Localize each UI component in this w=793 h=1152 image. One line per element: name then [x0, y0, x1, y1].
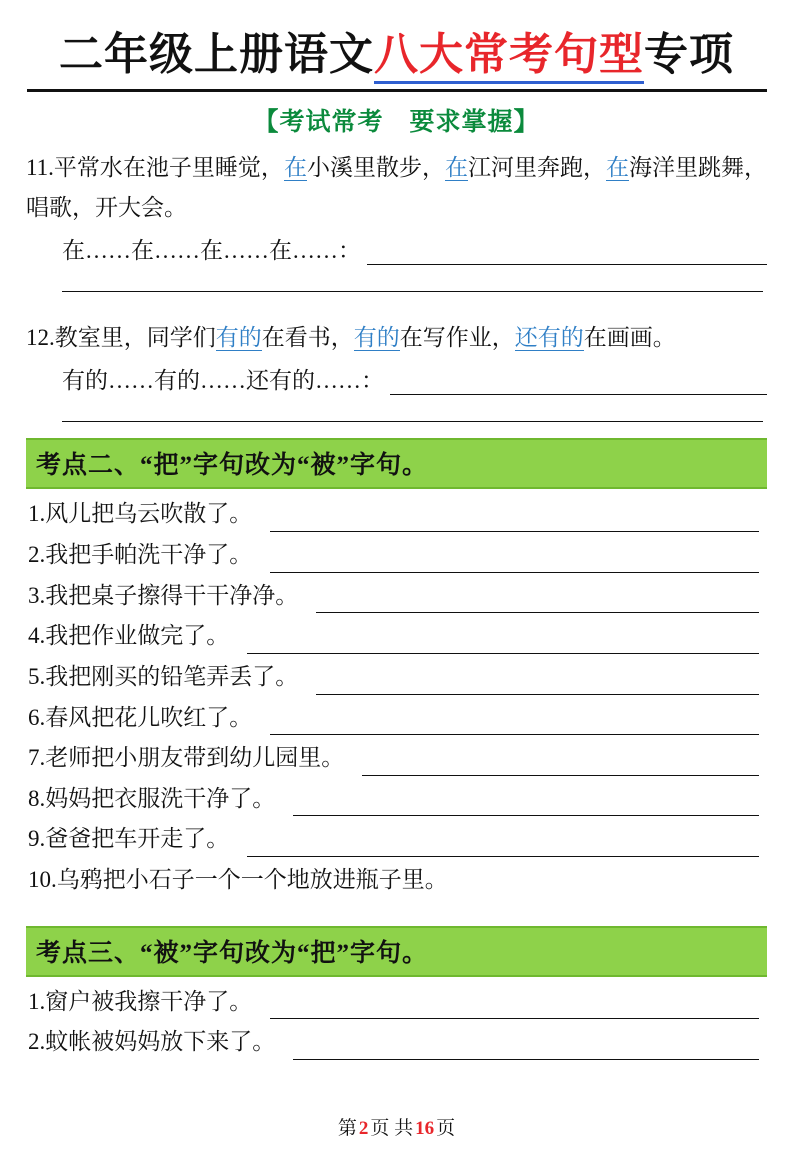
question-12-pattern: 有的……有的……还有的……： [62, 368, 384, 394]
exercise-text: 7.老师把小朋友带到幼儿园里。 [28, 745, 345, 771]
answer-blank[interactable] [316, 594, 759, 613]
q11-seg-3: 海洋里跳舞，唱歌，开大会。 [26, 154, 768, 220]
title-highlight: 八大常考句型 [374, 30, 644, 84]
question-11 [26, 148, 767, 293]
list-item [26, 615, 767, 656]
exercise-text: 2.我把手帕洗干净了。 [28, 541, 253, 567]
answer-blank[interactable] [247, 838, 759, 857]
answer-blank[interactable] [270, 554, 759, 573]
title-part1: 二年级上册语文 [59, 30, 374, 79]
page-footer [0, 1113, 793, 1140]
list-item [26, 493, 767, 534]
section-header-2: 考点二、“把”字句改为“被”字句。 [26, 438, 767, 489]
q12-seg-1: 在看书， [261, 325, 354, 351]
list-item [26, 818, 767, 859]
q12-keyword-2: 有的 [353, 325, 400, 351]
title-part2: 专项 [644, 30, 734, 79]
q12-seg-2: 在写作业， [399, 325, 515, 351]
question-11-text [26, 148, 767, 229]
worksheet-page [0, 30, 793, 1152]
exercise-text: 9.爸爸把车开走了。 [28, 826, 230, 852]
question-12-pattern-row [26, 362, 767, 395]
exercise-list-3 [26, 981, 767, 1062]
answer-blank[interactable] [270, 1000, 759, 1019]
q11-seg-2: 江河里奔跑， [468, 154, 607, 180]
exercise-text: 3.我把桌子擦得干干净净。 [28, 582, 299, 608]
q11-seg-1: 小溪里散步， [306, 154, 445, 180]
answer-blank[interactable] [362, 757, 759, 776]
list-item [26, 575, 767, 616]
q12-keyword-1: 有的 [215, 325, 262, 351]
title-divider [27, 89, 767, 92]
exercise-text: 8.妈妈把衣服洗干净了。 [28, 785, 276, 811]
answer-blank[interactable] [367, 244, 767, 265]
exercise-text: 1.风儿把乌云吹散了。 [28, 501, 253, 527]
page-title [26, 30, 767, 92]
exercise-text: 2.蚊帐被妈妈放下来了。 [28, 1029, 276, 1055]
exercise-list-2 [26, 493, 767, 899]
list-item [26, 859, 767, 900]
answer-blank[interactable] [247, 635, 759, 654]
list-item [26, 697, 767, 738]
q12-seg-0: 12.教室里，同学们 [26, 325, 216, 351]
question-11-pattern-row [26, 232, 767, 265]
list-item [26, 981, 767, 1022]
exercise-text: 4.我把作业做完了。 [28, 623, 230, 649]
exercise-text: 1.窗户被我擦干净了。 [28, 988, 253, 1014]
list-item [26, 737, 767, 778]
q11-keyword-2: 在 [444, 154, 468, 180]
answer-blank[interactable] [62, 395, 763, 422]
title-line [26, 30, 767, 81]
answer-blank[interactable] [293, 1041, 759, 1060]
footer-suffix: 页 [436, 1118, 456, 1139]
section-header-3: 考点三、“被”字句改为“把”字句。 [26, 926, 767, 977]
footer-middle: 页 共 [370, 1118, 414, 1139]
q12-keyword-3: 还有的 [514, 325, 584, 351]
list-item [26, 778, 767, 819]
question-12 [26, 318, 767, 422]
answer-blank[interactable] [270, 716, 759, 735]
list-item [26, 534, 767, 575]
q11-seg-0: 11.平常水在池子里睡觉， [26, 154, 284, 180]
footer-page-number: 2 [358, 1118, 369, 1139]
q11-keyword-1: 在 [283, 154, 307, 180]
answer-blank[interactable] [270, 513, 759, 532]
subheader: 【考试常考 要求掌握】 [253, 108, 540, 136]
answer-blank[interactable] [390, 374, 767, 395]
footer-total-pages: 16 [415, 1118, 435, 1139]
answer-blank [466, 880, 759, 898]
exercise-text: 10.乌鸦把小石子一个一个地放进瓶子里。 [28, 867, 448, 893]
footer-prefix: 第 [337, 1118, 357, 1139]
q12-seg-3: 在画画。 [583, 325, 676, 351]
question-11-pattern: 在……在……在……在……： [62, 238, 361, 264]
answer-blank[interactable] [316, 676, 759, 695]
answer-blank[interactable] [293, 797, 759, 816]
exercise-text: 6.春风把花儿吹红了。 [28, 704, 253, 730]
list-item [26, 1021, 767, 1062]
exercise-text: 5.我把刚买的铅笔弄丢了。 [28, 663, 299, 689]
q11-keyword-3: 在 [606, 154, 630, 180]
list-item [26, 656, 767, 697]
question-12-text [26, 318, 767, 358]
answer-blank[interactable] [62, 265, 763, 292]
